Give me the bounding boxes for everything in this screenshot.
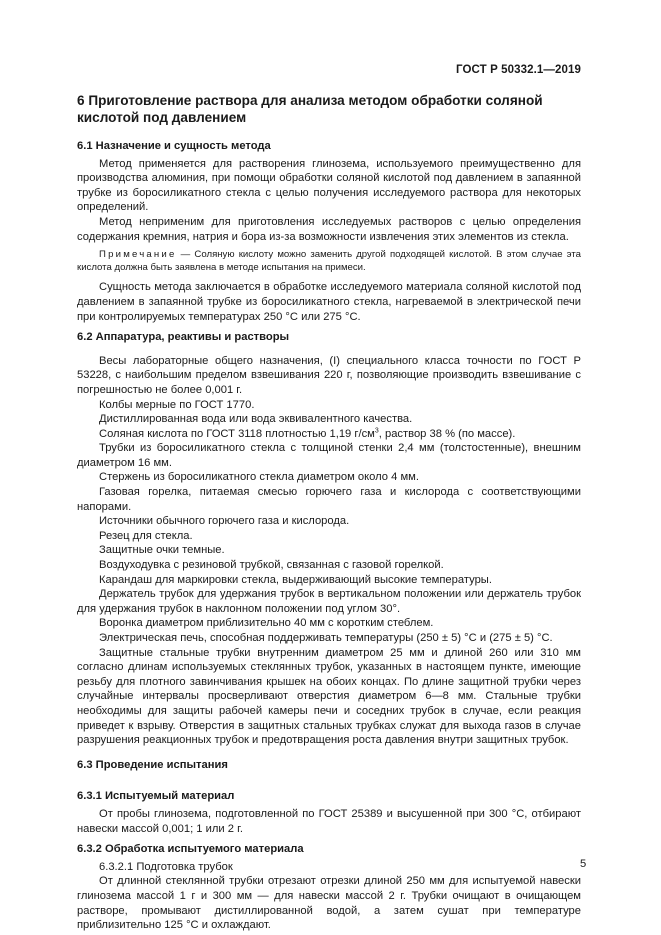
paragraph: От длинной стеклянной трубки отрезают отрезки длиной 250 мм для испытуемой навески глинозема массой 1 г и 300 мм — для навески массой 2 г. Трубки очищают в очищающем растворе, промывают дистиллированной водой, а затем сушат при температуре приблизительно 125 °С и охлаждают. [77,875,581,932]
section-6-title: 6 Приготовление раствора для анализа методом обработки соляной кислотой под давлением [77,93,543,125]
section-6-3-title: 6.3 Проведение испытания [77,758,228,771]
list-item: Газовая горелка, питаемая смесью горючего газа и кислорода с соответствующими напорами. [77,486,581,513]
section-6-3-1-title: 6.3.1 Испытуемый материал [77,790,235,803]
list-item: Трубки из боросиликатного стекла с толщиной стенки 2,4 мм (толстостенные), внешним диаметром 16 мм. [77,442,581,469]
note-label: Примечание [99,249,177,261]
note [77,249,581,274]
paragraph: Метод неприменим для приготовления исследуемых растворов с целью определения содержания кремния, натрия и бора из-за возможности извлечения этих элементов из стекла. [77,215,581,243]
list-item: Стержень из боросиликатного стекла диаметром около 4 мм. [99,471,419,484]
section-6-2-title: 6.2 Аппаратура, реактивы и растворы [77,331,290,344]
paragraph: Сущность метода заключается в обработке исследуемого материала соляной кислотой под давлением в запаянной трубке из боросиликатного стекла, нагреваемой в электрической печи при контролируемых температурах 250 °С или 275 °С. [77,281,581,323]
section-6-3-2-title: 6.3.2 Обработка испытуемого материала [77,843,304,856]
page-number: 5 [580,858,587,870]
list-item: Колбы мерные по ГОСТ 1770. [99,398,255,411]
list-item: Держатель трубок для удержания трубок в вертикальном положении или держатель трубок для удержания трубок в наклонном положении под углом 30°. [77,588,581,615]
list-item: Карандаш для маркировки стекла, выдерживающий высокие температуры. [99,573,492,586]
paragraph: Метод применяется для растворения глинозема, используемого преимущественно для производства алюминия, при помощи обработки соляной кислотой под давлением в запаянной трубке из боросиликатного стекла с целью получения исследуемого раствора для некоторых определений. [77,157,581,214]
page-content [77,92,581,933]
list-item: Воронка диаметром приблизительно 40 мм с коротким стеблем. [99,617,434,630]
list-item: Электрическая печь, способная поддерживать температуры (250 ± 5) °С и (275 ± 5) °С. [99,632,553,644]
list-item: Защитные очки темные. [99,544,225,557]
section-6-1-title: 6.1 Назначение и сущность метода [77,140,271,152]
note-text: — Соляную кислоту можно заменить другой подходящей кислотой. В этом случае эта кислота должна быть заявлена в методе испытания на примеси. [77,249,581,273]
list-item: Воздуходувка с резиновой трубкой, связанная с газовой горелкой. [99,559,444,572]
paragraph: От пробы глинозема, подготовленной по ГОСТ 25389 и высушенной при 300 °С, отбирают навески массой 0,001; 1 или 2 г. [77,807,581,835]
list-item: Дистиллированная вода или вода эквивалентного качества. [99,413,413,426]
subsection-6-3-2-1-title: 6.3.2.1 Подготовка трубок [99,860,233,873]
list-item: Источники обычного горючего газа и кислорода. [99,515,350,528]
list-item: Резец для стекла. [99,529,193,542]
document-id: ГОСТ Р 50332.1—2019 [456,64,581,76]
list-item: Соляная кислота по ГОСТ 3118 плотностью 1,19 $г/см^3$, раствор 38 % (по массе). [99,426,516,440]
list-item: Защитные стальные трубки внутренним диаметром 25 мм и длиной 260 или 310 мм согласно длинам используемых стеклянных трубок, указанных в настоящем пункте, имеющие резьбу для плотного завинчивания крышек на обоих концах. По длине защитной трубки через случайные интервалы просверливают отверстия диаметром 6—8 мм. Стальные трубки необходимы для защиты рабочей камеры печи и соседних трубок в случае, если реакция приведет к взрыву. Отверстия в защитных стальных трубках служат для выхода газов в случае разрушения реакционных трубок и предотвращения роста давления внутри защитных трубок. [77,646,581,747]
list-item: Весы лабораторные общего назначения, (I) специального класса точности по ГОСТ Р 53228, с наибольшим пределом взвешивания 220 г, позволяющие производить взвешивание с погрешностью не более 0,001 г. [77,354,581,396]
